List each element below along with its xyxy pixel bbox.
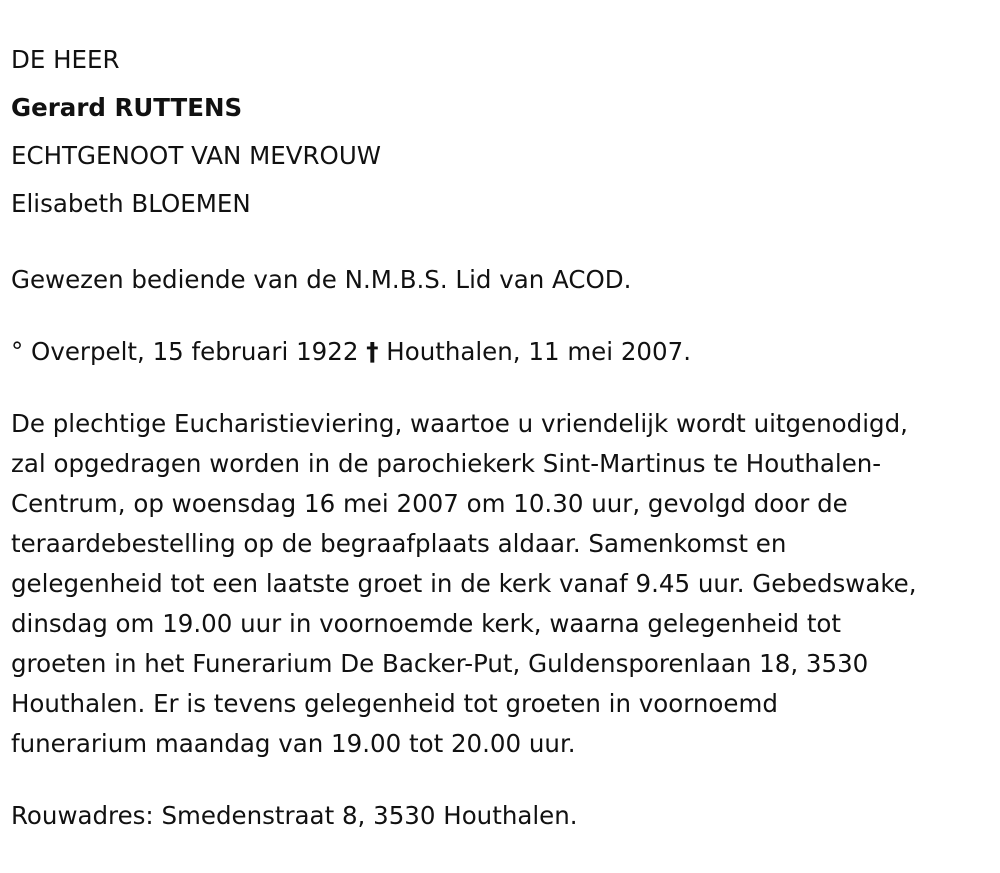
spacer xyxy=(11,300,996,332)
dates-line xyxy=(11,332,996,372)
ceremony-line: funerarium maandag van 19.00 tot 20.00 uur. xyxy=(11,729,576,758)
occupation: Gewezen bediende van de N.M.B.S. Lid van ACOD. xyxy=(11,265,632,294)
ceremony-paragraph xyxy=(11,404,996,764)
ceremony-line: gelegenheid tot een laatste groet in de kerk vanaf 9.45 uur. Gebedswake, xyxy=(11,569,917,598)
deceased-name: Gerard RUTTENS xyxy=(11,93,243,122)
ceremony-line: dinsdag om 19.00 uur in voornoemde kerk, waarna gelegenheid tot xyxy=(11,609,842,638)
cross-icon: † xyxy=(366,337,379,366)
spouse-name: Elisabeth BLOEMEN xyxy=(11,189,251,218)
death-notice xyxy=(11,36,996,836)
title-line: DE HEER xyxy=(11,45,120,74)
ceremony-line: zal opgedragen worden in de parochiekerk Sint-Martinus te Houthalen- xyxy=(11,449,882,478)
birth-info: Overpelt, 15 februari 1922 xyxy=(31,337,359,366)
ceremony-line: Centrum, op woensdag 16 mei 2007 om 10.30 uur, gevolgd door de xyxy=(11,489,848,518)
death-info: Houthalen, 11 mei 2007. xyxy=(386,337,691,366)
ceremony-line: De plechtige Eucharistieviering, waartoe u vriendelijk wordt uitgenodigd, xyxy=(11,409,908,438)
ceremony-line: Houthalen. Er is tevens gelegenheid tot groeten in voornoemd xyxy=(11,689,778,718)
spacer xyxy=(11,764,996,796)
ceremony-line: teraardebestelling op de begraafplaats aldaar. Samenkomst en xyxy=(11,529,787,558)
birth-symbol: ° xyxy=(11,337,24,366)
spacer xyxy=(11,372,996,404)
spouse-label: ECHTGENOOT VAN MEVROUW xyxy=(11,141,382,170)
mourning-address: Rouwadres: Smedenstraat 8, 3530 Houthalen. xyxy=(11,801,578,830)
ceremony-line: groeten in het Funerarium De Backer-Put, Guldensporenlaan 18, 3530 xyxy=(11,649,869,678)
spacer xyxy=(11,228,996,260)
